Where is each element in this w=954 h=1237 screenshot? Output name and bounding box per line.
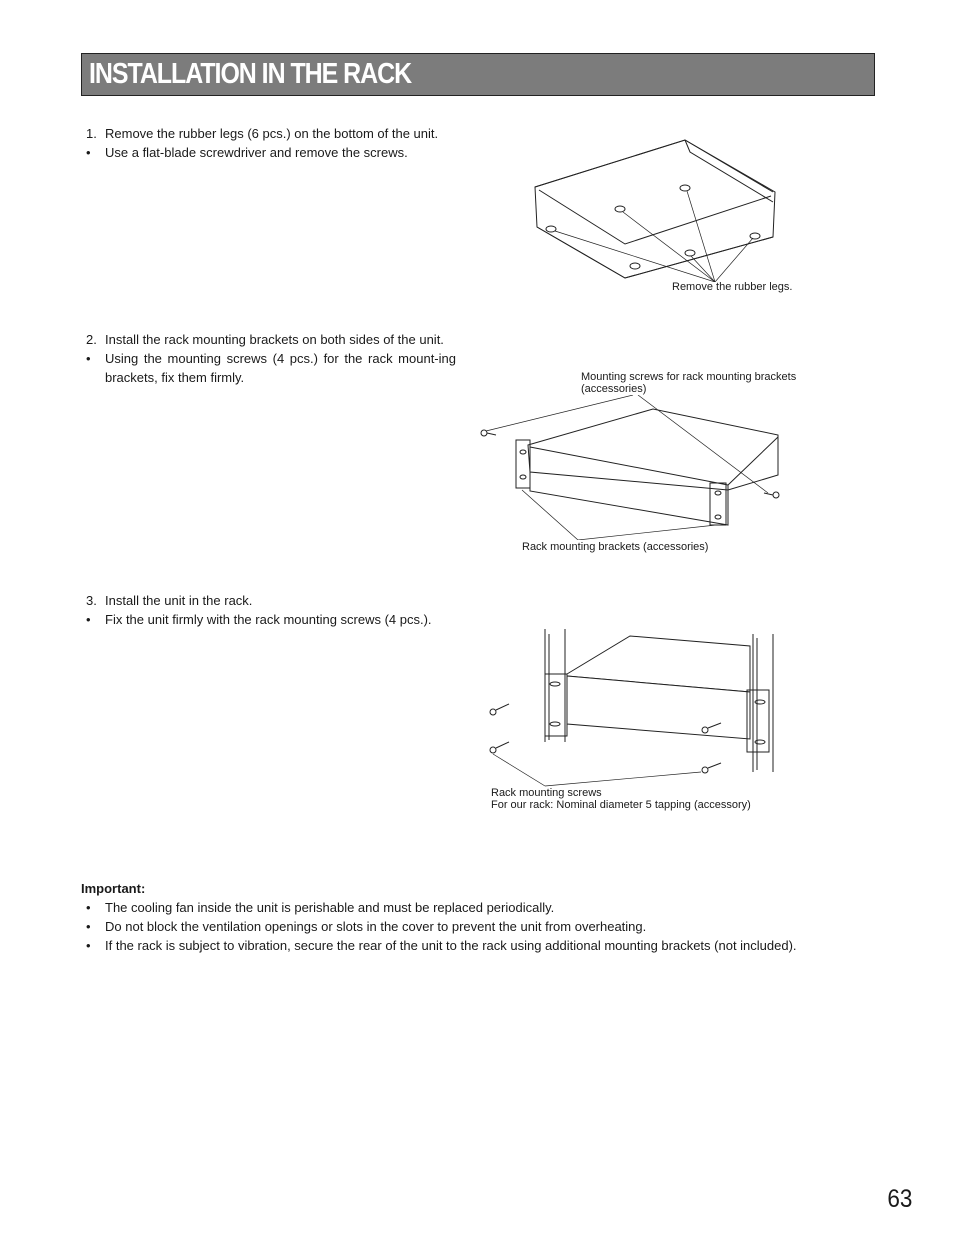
figure-caption: Rack mounting brackets (accessories): [522, 541, 709, 553]
unit-underside-illustration: [525, 132, 785, 282]
figure-caption: Rack mounting screws: [491, 787, 602, 799]
important-title: Important:: [81, 881, 146, 896]
figure-caption: Remove the rubber legs.: [672, 281, 793, 293]
important-bullet: The cooling fan inside the unit is perishable and must be replaced periodically.: [105, 900, 555, 915]
step-text: Remove the rubber legs (6 pcs.) on the bottom of the unit.: [105, 126, 439, 141]
figure-caption: For our rack: Nominal diameter 5 tapping (accessory): [491, 799, 751, 811]
important-notes: [81, 879, 881, 955]
bullet-icon: •: [86, 900, 91, 915]
step-text: Install the rack mounting brackets on both sides of the unit.: [105, 332, 444, 347]
bracket-installation-illustration: [478, 395, 788, 540]
important-bullet: Do not block the ventilation openings or slots in the cover to prevent the unit from overheating.: [105, 919, 647, 934]
step-2: [86, 330, 456, 387]
step-number: 3.: [86, 593, 97, 608]
screw-icon: [481, 430, 496, 436]
screw-icon: [490, 742, 509, 753]
step-3: [86, 591, 456, 629]
step-bullet: Use a flat-blade screwdriver and remove the screws.: [105, 145, 408, 160]
bullet-icon: •: [86, 938, 91, 953]
figure-caption: Mounting screws for rack mounting brackets: [581, 371, 797, 383]
step-bullet: Using the mounting screws (4 pcs.) for the rack mount-ing brackets, fix them firmly.: [105, 351, 456, 385]
screw-icon: [702, 763, 721, 773]
important-bullet: If the rack is subject to vibration, secure the rear of the unit to the rack using additional mounting brackets (not included).: [105, 938, 797, 953]
screw-icon: [490, 704, 509, 715]
step-text: Install the unit in the rack.: [105, 593, 253, 608]
left-rack-bracket: [545, 674, 567, 736]
bullet-icon: •: [86, 919, 91, 934]
screw-icon: [764, 492, 779, 498]
step-number: 1.: [86, 126, 97, 141]
figure-caption: (accessories): [581, 383, 647, 395]
step-bullet: Fix the unit firmly with the rack mounting screws (4 pcs.).: [105, 612, 432, 627]
page-title: INSTALLATION IN THE RACK: [89, 58, 412, 90]
bullet-icon: •: [86, 351, 91, 366]
section-header: [81, 53, 875, 96]
step-number: 2.: [86, 332, 97, 347]
rack-installation-illustration: [485, 624, 785, 789]
page-number: 63: [887, 1185, 913, 1213]
step-1: [86, 124, 456, 162]
bullet-icon: •: [86, 145, 91, 160]
bullet-icon: •: [86, 612, 91, 627]
